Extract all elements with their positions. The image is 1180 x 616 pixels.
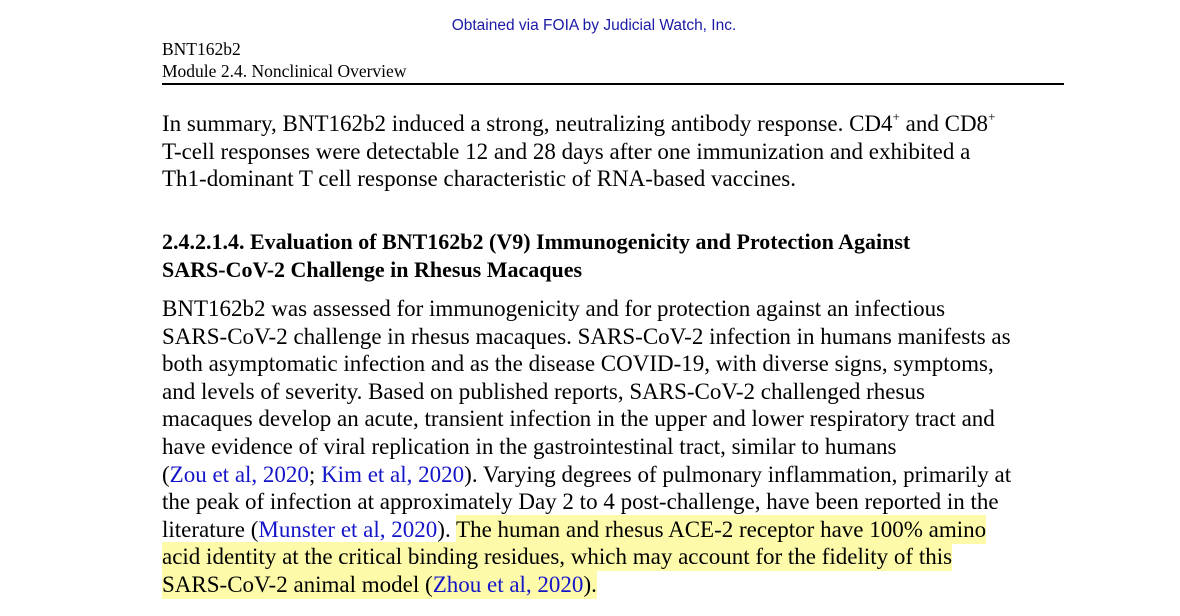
highlighted-text: The human and rhesus ACE-2 receptor have 100% amino — [456, 516, 987, 542]
body-text: SARS-CoV-2 animal model ( — [162, 571, 433, 597]
header-product: BNT162b2 — [162, 39, 241, 59]
reference-link-kim[interactable]: Kim et al, 2020 — [321, 461, 465, 487]
body-line: SARS-CoV-2 challenge in rhesus macaques. SARS-CoV-2 infection in humans manifests as — [162, 323, 1011, 349]
body-line: and levels of severity. Based on published reports, SARS-CoV-2 challenged rhesus — [162, 378, 925, 404]
body-paragraph — [162, 295, 1072, 599]
superscript-plus: + — [892, 109, 900, 124]
highlighted-text — [162, 570, 597, 599]
summary-line-3: Th1-dominant T cell response characteristic of RNA-based vaccines. — [162, 166, 796, 192]
body-line: the peak of infection at approximately Day 2 to 4 post-challenge, have been reported in the — [162, 489, 999, 515]
body-line — [162, 571, 1072, 599]
reference-link-zhou[interactable]: Zhou et al, 2020 — [432, 571, 584, 597]
section-heading — [162, 228, 1072, 283]
body-text: literature ( — [162, 516, 259, 542]
body-text: ). — [583, 571, 597, 597]
body-line: BNT162b2 was assessed for immunogenicity and for protection against an infectious — [162, 296, 946, 321]
header-module: Module 2.4. Nonclinical Overview — [162, 61, 407, 81]
section-heading-line-1: 2.4.2.1.4. Evaluation of BNT162b2 (V9) Immunogenicity and Protection Against — [162, 229, 911, 254]
document-header — [162, 38, 1064, 85]
section-heading-line-2: SARS-CoV-2 Challenge in Rhesus Macaques — [162, 256, 583, 282]
body-line: both asymptomatic infection and as the disease COVID-19, with diverse signs, symptoms, — [162, 351, 994, 377]
highlighted-text: acid identity at the critical binding residues, which may account for the fidelity of this — [162, 544, 953, 570]
summary-line-1 — [162, 110, 1072, 138]
reference-link-zou[interactable]: Zou et al, 2020 — [169, 461, 309, 487]
body-text: ( — [162, 461, 170, 487]
body-line: have evidence of viral replication in the gastrointestinal tract, similar to humans — [162, 433, 897, 459]
body-line — [162, 516, 1072, 544]
summary-text: In summary, BNT162b2 induced a strong, neutralizing antibody response. CD4 — [162, 111, 893, 136]
reference-link-munster[interactable]: Munster et al, 2020 — [258, 516, 438, 542]
body-text: ). — [437, 516, 457, 542]
body-line — [162, 461, 1072, 489]
body-line: macaques develop an acute, transient infection in the upper and lower respiratory tract and — [162, 406, 995, 432]
superscript-plus: + — [988, 109, 996, 124]
summary-text: and CD8 — [899, 111, 989, 136]
body-text: ). Varying degrees of pulmonary inflammation, primarily at — [464, 461, 1012, 487]
summary-line-2: T-cell responses were detectable 12 and 28 days after one immunization and exhibited a — [162, 138, 971, 164]
summary-paragraph — [162, 110, 1072, 193]
foia-watermark: Obtained via FOIA by Judicial Watch, Inc. — [451, 17, 737, 34]
body-line — [162, 543, 1072, 571]
body-text: ; — [308, 461, 322, 487]
